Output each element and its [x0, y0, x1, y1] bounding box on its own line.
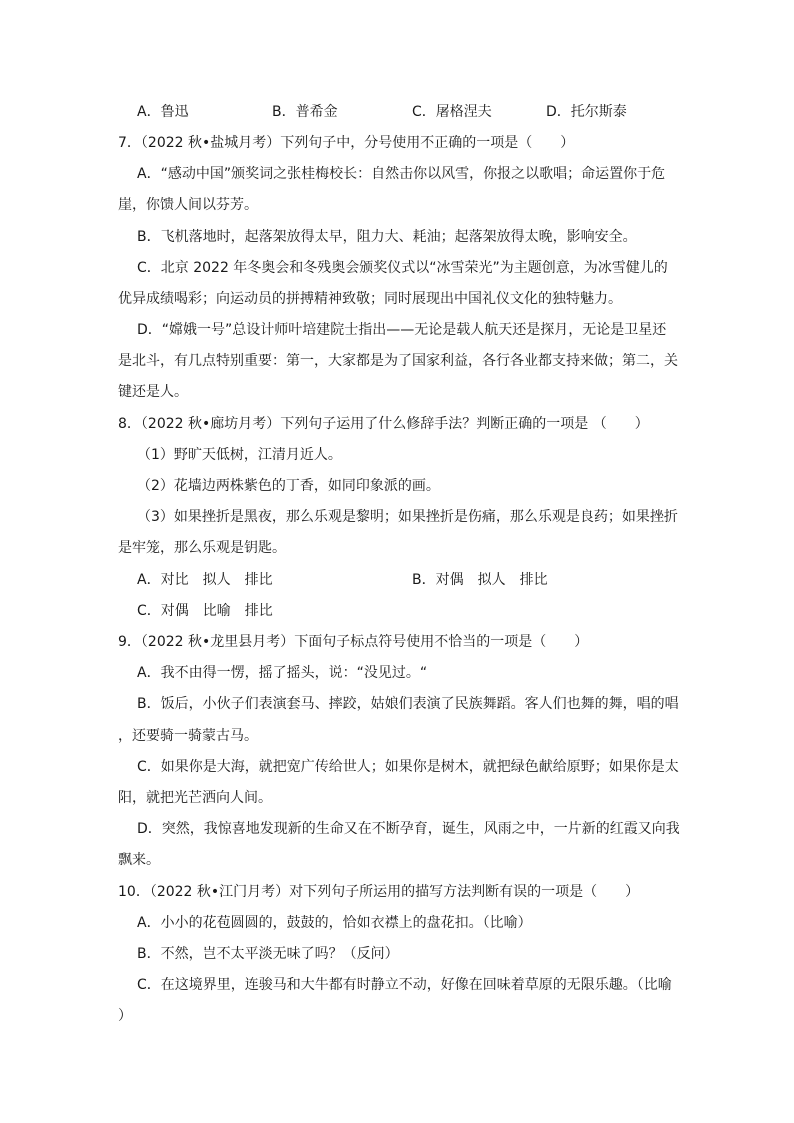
q6-option-a: A．鲁迅 — [137, 104, 189, 120]
q7-option-d-line2: 是北斗，有几点特别重要：第一，大家都是为了国家利益，各行各业都支持来做；第二，关 — [118, 353, 678, 369]
q8-sentence-3-line2: 是牢笼，那么乐观是钥匙。 — [118, 540, 286, 556]
q8-option-b: B．对偶 拟人 排比 — [412, 572, 548, 588]
q7-option-c-line2: 优异成绩喝彩；向运动员的拼搏精神致敬；同时展现出中国礼仪文化的独特魅力。 — [118, 291, 622, 307]
q8-sentence-2: （2）花墙边两株紫色的丁香，如同印象派的画。 — [137, 478, 440, 494]
q7-option-d-line1: D．“嫦娥一号”总设计师叶培建院士指出——无论是载人航天还是探月，无论是卫星还 — [137, 322, 667, 338]
q9-option-b-line2: ，还要骑一骑蒙古马。 — [118, 728, 258, 744]
q6-option-d: D．托尔斯泰 — [546, 104, 627, 120]
q7-option-d-line3: 键还是人。 — [118, 384, 188, 400]
q7-stem: 7．（2022 秋•盐城月考）下列句子中，分号使用不正确的一项是（ ） — [118, 135, 575, 151]
q10-stem: 10．（2022 秋•江门月考）对下列句子所运用的描写方法判断有误的一项是（ ） — [118, 884, 640, 900]
q10-option-b: B．不然，岂不太平淡无味了吗？（反问） — [137, 946, 399, 962]
q6-option-b: B．普希金 — [272, 104, 338, 120]
q9-option-a: A．我不由得一愣，摇了摇头，说：“没见过。“ — [137, 665, 428, 681]
q7-option-a-line1: A．“感动中国”颁奖词之张桂梅校长：自然击你以风雪，你报之以歌唱；命运置你于危 — [137, 166, 666, 182]
q10-option-c-line2: ） — [118, 1008, 132, 1024]
q6-option-c: C．屠格涅夫 — [412, 104, 492, 120]
q10-option-a: A．小小的花苞圆圆的，鼓鼓的，恰如衣襟上的盘花扣。（比喻） — [137, 915, 532, 931]
q7-option-b: B．飞机落地时，起落架放得太早，阻力大、耗油；起落架放得太晚，影响安全。 — [137, 229, 637, 245]
q8-option-a: A．对比 拟人 排比 — [137, 572, 273, 588]
q8-option-c: C．对偶 比喻 排比 — [137, 603, 273, 619]
q10-option-c-line1: C．在这境界里，连骏马和大牛都有时静立不动，好像在回味着草原的无限乐趣。（比喻 — [137, 977, 672, 993]
q9-option-c-line1: C．如果你是大海，就把宽广传给世人；如果你是树木，就把绿色献给原野；如果你是太 — [137, 759, 679, 775]
q8-stem: 8．（2022 秋•廊坊月考）下列句子运用了什么修辞手法？判断正确的一项是 （ ） — [118, 416, 649, 432]
q7-option-a-line2: 崖，你馈人间以芬芳。 — [118, 197, 258, 213]
q9-stem: 9．（2022 秋•龙里县月考）下面句子标点符号使用不恰当的一项是（ ） — [118, 634, 589, 650]
q9-option-d-line2: 飘来。 — [118, 852, 160, 868]
q8-sentence-3-line1: （3）如果挫折是黑夜，那么乐观是黎明；如果挫折是伤痛，那么乐观是良药；如果挫折 — [137, 509, 678, 525]
q7-option-c-line1: C．北京 2022 年冬奥会和冬残奥会颁奖仪式以“冰雪荣光”为主题创意，为冰雪健儿的 — [137, 260, 668, 276]
q8-sentence-1: （1）野旷天低树，江清月近人。 — [137, 447, 342, 463]
q9-option-b-line1: B．饭后，小伙子们表演套马、摔跤，姑娘们表演了民族舞蹈。客人们也舞的舞，唱的唱 — [137, 696, 679, 712]
q9-option-c-line2: 阳，就把光芒洒向人间。 — [118, 790, 272, 806]
q9-option-d-line1: D．突然，我惊喜地发现新的生命又在不断孕育，诞生，风雨之中，一片新的红霞又向我 — [137, 821, 680, 837]
